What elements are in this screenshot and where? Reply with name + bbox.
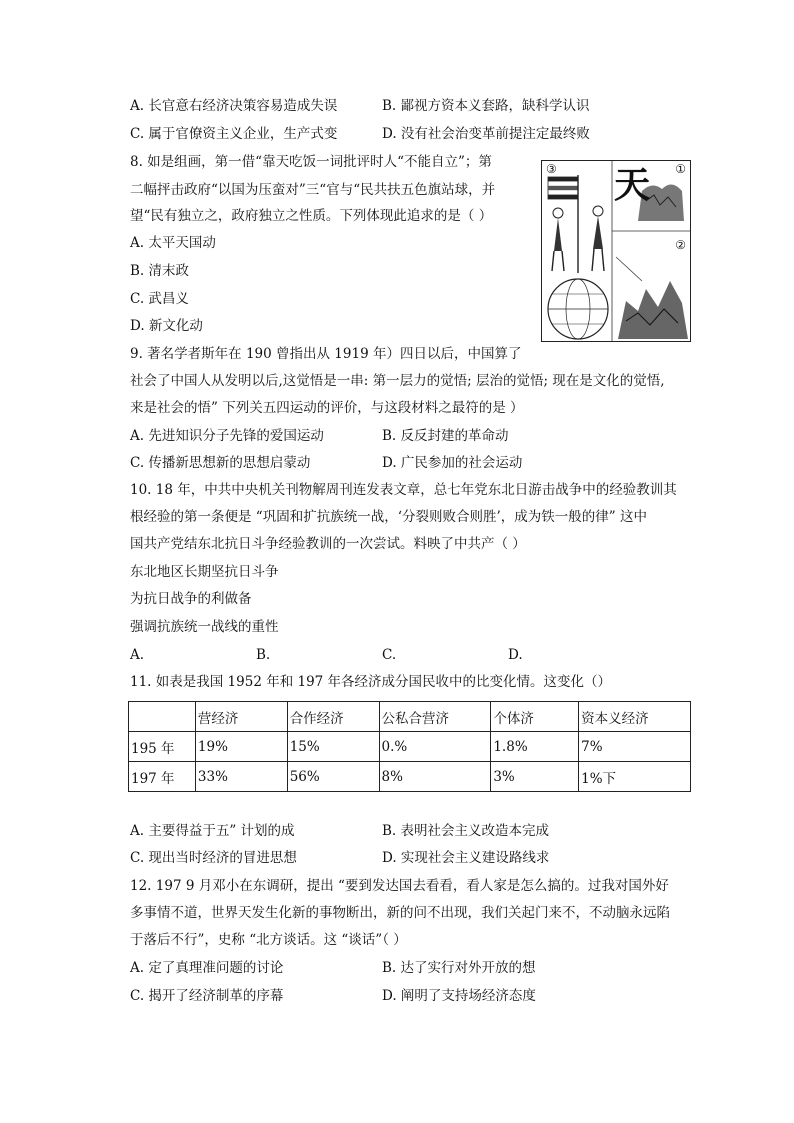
q12-stem-line-1: 12. 197 9 月邓小在东调研，提出 “要到发达国去看看，看人家是怎么搞的。过我对国外好	[130, 878, 669, 894]
economy-share-table	[128, 701, 691, 792]
q11-option-c: C. 现出当时经济的冒进思想	[130, 850, 297, 866]
table-cell: 197 年	[129, 762, 196, 792]
q8-option-b: B. 清末政	[130, 263, 190, 279]
q7-option-a: A. 长官意右经济决策容易造成失误	[130, 98, 338, 114]
q9-stem-line-2: 社会了中国人从发明以后,这觉悟是一串: 第一层力的觉悟; 层治的觉悟; 现在是文化的觉悟,	[130, 373, 665, 389]
q7-option-c: C. 属于官僚资主义企业，生产式变	[130, 126, 338, 142]
table-cell: 7%	[579, 732, 691, 762]
q7-option-b: B. 鄙视方资本义套路，缺科学认识	[382, 98, 590, 114]
q8-option-d: D. 新文化动	[130, 318, 203, 334]
q8-stem-line-1: 8. 如是组画，第一借“靠天吃饭一词批评时人“不能自立”；第	[130, 154, 492, 170]
table-header-row	[129, 702, 691, 732]
q8-cartoon-figure	[541, 160, 691, 342]
table-header-cell: 公私合营济	[379, 702, 491, 732]
panel-sky-character: 天	[614, 164, 651, 206]
q10-item-3: 强调抗族统一战线的重性	[130, 619, 279, 635]
q10-stem-line-3: 国共产党结东北抗日斗争经验教训的一次尝试。料映了中共产（ ）	[130, 536, 526, 552]
q8-stem-line-2: 二幅抨击政府“以国为压蛮对”三“官与“民共扶五色旗站球，并	[130, 182, 496, 198]
q9-option-a: A. 先进知识分子先锋的爱国运动	[130, 428, 324, 444]
q10-item-1: 东北地区长期坚抗日斗争	[130, 564, 279, 580]
q12-option-c: C. 揭开了经济制革的序幕	[130, 988, 284, 1004]
q10-option-b: B.	[256, 647, 271, 663]
q7-option-d: D. 没有社会治变革前提注定最终败	[382, 126, 590, 142]
table-cell: 8%	[379, 762, 491, 792]
q11-option-d: D. 实现社会主义建设路线求	[382, 850, 550, 866]
panel-label-3: ③	[546, 162, 557, 176]
q12-stem-line-3: 于落后不行”，史称 “北方谈话。这 “谈话”（ ）	[130, 932, 407, 948]
q9-option-b: B. 反反封建的革命动	[382, 428, 509, 444]
q12-stem-line-2: 多事情不道，世界天发生化新的事物断出，新的问不出现，我们关起门来不，不动脑永远陷	[130, 905, 670, 921]
table-cell: 1%下	[579, 762, 691, 792]
q12-option-a: A. 定了真理准问题的讨论	[130, 960, 284, 976]
table-cell: 1.8%	[491, 732, 579, 762]
table-cell: 3%	[491, 762, 579, 792]
table-cell: 195 年	[129, 732, 196, 762]
q11-option-a: A. 主要得益于五” 计划的成	[130, 823, 295, 839]
q8-stem-line-3: 望“民有独立之，政府独立之性质。下列体现此追求的是（ ）	[130, 208, 493, 224]
table-header-cell: 合作经济	[287, 702, 379, 732]
q10-option-d: D.	[508, 647, 523, 663]
table-cell: 33%	[195, 762, 287, 792]
table-cell: 56%	[287, 762, 379, 792]
table-header-cell: 营经济	[195, 702, 287, 732]
q11-option-b: B. 表明社会主义改造本完成	[382, 823, 550, 839]
q10-option-c: C.	[382, 647, 397, 663]
table-row	[129, 732, 691, 762]
q11-stem-line: 11. 如表是我国 1952 年和 197 年各经济成分国民收中的比变化情。这变化（）	[130, 674, 612, 690]
q8-option-a: A. 太平天国动	[130, 235, 216, 251]
table-row	[129, 762, 691, 792]
panel-label-1: ①	[675, 162, 686, 176]
table-cell: 15%	[287, 732, 379, 762]
q9-option-c: C. 传播新思想新的思想启蒙动	[130, 455, 311, 471]
table-header-cell	[129, 702, 196, 732]
q10-stem-line-2: 根经验的第一条便是 “巩固和扩抗族统一战，‘分裂则败合则胜’，成为铁一般的律” 这中	[130, 509, 647, 525]
q10-option-a: A.	[130, 647, 145, 663]
table-header-cell: 个体济	[491, 702, 579, 732]
q9-option-d: D. 广民参加的社会运动	[382, 455, 523, 471]
q10-stem-line-1: 10. 18 年，中共中央机关刊物解周刊连发表文章，总七年党东北日游击战争中的经验教训其	[130, 482, 677, 498]
q9-stem-line-1: 9. 著名学者斯年在 190 曾指出从 1919 年）四日以后，中国算了	[130, 346, 522, 362]
table-header-cell: 资本义经济	[579, 702, 691, 732]
q9-stem-line-3: 来是社会的悟” 下列关五四运动的评价，与这段材料之最符的是 ）	[130, 400, 524, 416]
q10-item-2: 为抗日战争的利做备	[130, 591, 252, 607]
q12-option-b: B. 达了实行对外开放的想	[382, 960, 536, 976]
q8-option-c: C. 武昌义	[130, 291, 189, 307]
q12-option-d: D. 阐明了支持场经济态度	[382, 988, 536, 1004]
table-cell: 19%	[195, 732, 287, 762]
table-cell: 0.%	[379, 732, 491, 762]
panel-label-2: ②	[675, 238, 686, 252]
